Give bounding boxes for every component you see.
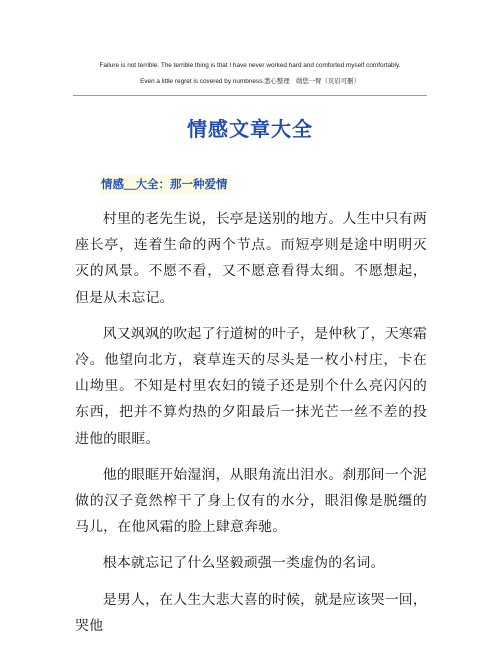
header-divider [73,95,427,96]
article-subtitle: 情感＿大全：那一种爱情 [100,175,230,194]
page-header-line-2: Even a little regret is covered by numbness.悉心整理 勋您一臂（页眉可删） [140,78,360,85]
paragraph-3: 他的眼眶开始湿润，从眼角流出泪水。刹那间一个泥做的汉子竟然榨干了身上仅有的水分，眼泪像是脱缰的马儿，在他风霜的脸上肆意奔驰。 [75,466,427,536]
paragraph-1: 村里的老先生说，长亭是送别的地方。人生中只有两座长亭，连着生命的两个节点。而短亭则是途中明明灭灭的风景。不愿不看，又不愿意看得太细。不愿想起，但是从未忘记。 [75,211,427,306]
page-header-line-1: Failure is not terrible. The terrible thing is that I have never worked hard and comforted myself comfortably. [99,62,401,69]
paragraph-4: 根本就忘记了什么坚毅顽强一类虚伪的名词。 [102,555,385,572]
article-body [75,206,427,649]
document-title: 情感文章大全 [187,117,313,141]
paragraph-5: 是男人，在人生大悲大喜的时候，就是应该哭一回，哭他 [75,591,427,634]
paragraph-2: 风又飒飒的吹起了行道树的叶子，是仲秋了，天寒霜冷。他望向北方，衰草连天的尽头是一枚小村庄，卡在山坳里。不知是村里农妇的镜子还是别个什么亮闪闪的东西，把并不算灼热的夕阳最后一抹光芒一丝不差的投进他的眼眶。 [75,325,427,447]
